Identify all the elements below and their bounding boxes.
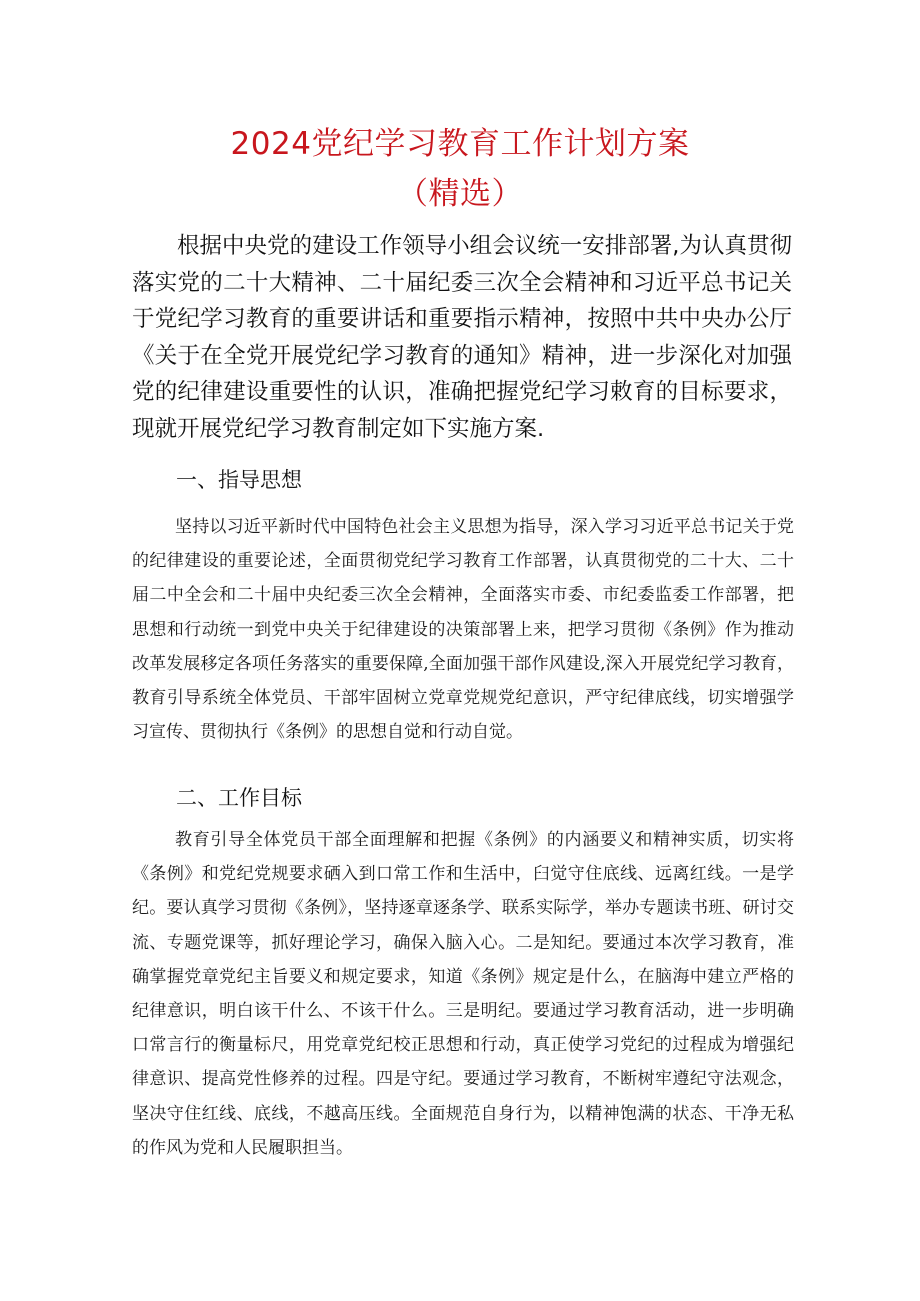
section-heading-work-goals: 二、工作目标 xyxy=(176,786,302,810)
intro-paragraph: 根据中央党的建设工作领导小组会议统一安排部署,为认真贯彻落实党的二十大精神、二十届纪委三次全会精神和习近平总书记关于党纪学习教育的重要讲话和重要指示精神，按照中共中央办公厅《关于在全党开展党纪学习教育的通知》精神，进一步深化对加强党的纪律建设重要性的认识，准确把握党纪学习敕育的目标要求，现就开展党纪学习教育制定如下实施方案. xyxy=(132,233,792,442)
section-body-work-goals: 教育引导全体党员干部全面理解和把握《条例》的内涵要义和精神实质，切实将《条例》和党纪党规要求硒入到口常工作和生活中，臼觉守住底线、远离红线。一是学纪。要认真学习贯彻《条例》，坚持逐章逐条学、联系实际学，举办专题读书班、研讨交流、专题党课等，抓好理论学习，确保入脑入心。二是知纪。要通过本次学习教育，准确掌握党章党纪主旨要义和规定要求，知道《条例》规定是什么，在脑海中建立严格的纪律意识，明白该干什么、不该干什么。三是明纪。要通过学习教育活动，进一步明确口常言行的衡量标尺，用党章党纪校正思想和行动，真正使学习党纪的过程成为增强纪律意识、提高党性修养的过程。四是守纪。要通过学习教育，不断树牢遵纪守法观念，坚决守住红线、底线，不越高压线。全面规范自身行为，以精神饱满的状态、干净无私的作风为党和人民履职担当。 xyxy=(132,830,794,1158)
section-body-guiding-ideology: 坚持以习近平新时代中国特色社会主义思想为指导，深入学习习近平总书记关于党的纪律建设的重要论述，全面贯彻党纪学习教育工作部署，认真贯彻党的二十大、二十届二中全会和二十届中央纪委三次全会精神，全面落实市委、市纪委监委工作部署，把思想和行动统一到党中央关于纪律建设的决策部署上来，把学习贯彻《条例》作为推动改革发展移定各项任务落实的重要保障,全面加强干部作风建设,深入开展党纪学习教育，教育引导系统全体党员、干部牢固树立党章党规党纪意识，严守纪律底线，切实增强学习宣传、贯彻执行《条例》的思想自觉和行动自觉。 xyxy=(132,517,794,743)
section-heading-guiding-ideology: 一、指导思想 xyxy=(176,468,302,492)
document-title: 2024党纪学习教育工作计划方案 xyxy=(230,126,690,162)
document-subtitle: （精选） xyxy=(397,176,523,212)
